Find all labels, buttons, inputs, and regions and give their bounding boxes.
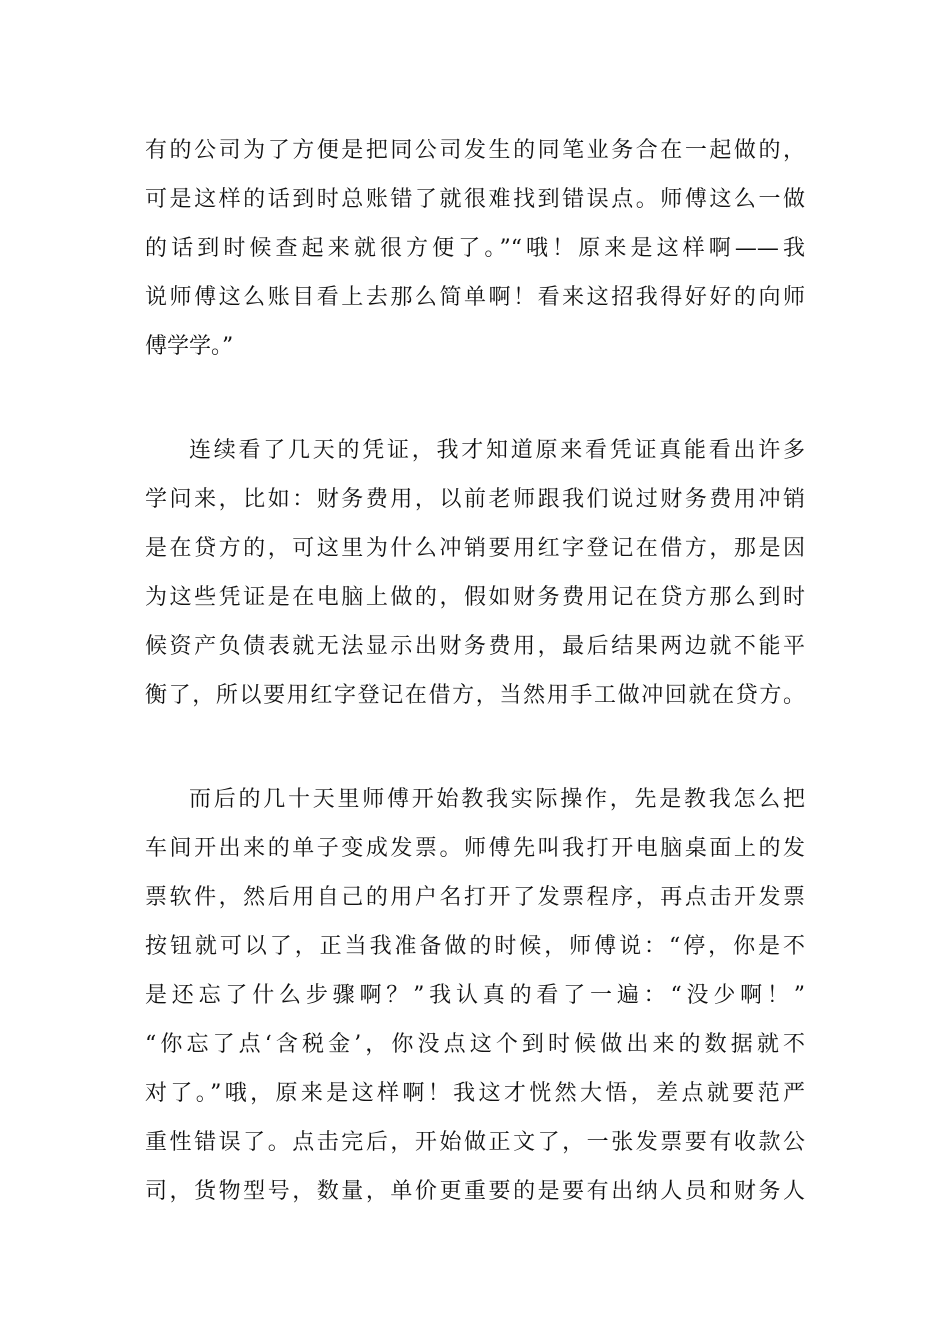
text-line: 傅学学。” [145,334,234,359]
text-line: 的话到时候查起来就很方便了。”“哦！原来是这样啊——我 [145,236,805,261]
text-line: 按钮就可以了，正当我准备做的时候，师傅说：“停，你是不 [145,934,805,959]
text-line: “你忘了点‘含税金’，你没点这个到时候做出来的数据就不 [145,1032,805,1057]
text-line: 车间开出来的单子变成发票。师傅先叫我打开电脑桌面上的发 [145,836,805,861]
text-line: 票软件，然后用自己的用户名打开了发票程序，再点击开发票 [145,885,805,910]
text-line: 是在贷方的，可这里为什么冲销要用红字登记在借方，那是因 [145,536,805,561]
text-line: 是还忘了什么步骤啊？”我认真的看了一遍：“没少啊！” [145,983,805,1008]
text-line: 衡了，所以要用红字登记在借方，当然用手工做冲回就在贷方。 [145,683,805,708]
text-line: 重性错误了。点击完后，开始做正文了，一张发票要有收款公 [145,1130,805,1155]
text-line: 可是这样的话到时总账错了就很难找到错误点。师傅这么一做 [145,187,805,212]
text-line: 司，货物型号，数量，单价更重要的是要有出纳人员和财务人 [145,1179,805,1204]
paragraph-2 [145,426,805,720]
text-line: 连续看了几天的凭证，我才知道原来看凭证真能看出许多 [189,438,805,463]
text-line: 候资产负债表就无法显示出财务费用，最后结果两边就不能平 [145,634,805,659]
text-line: 有的公司为了方便是把同公司发生的同笔业务合在一起做的， [145,138,805,163]
text-line: 而后的几十天里师傅开始教我实际操作，先是教我怎么把 [189,787,805,812]
text-line: 对了。”哦，原来是这样啊！我这才恍然大悟，差点就要范严 [145,1081,805,1106]
paragraph-3 [145,775,805,1216]
text-line: 学问来，比如：财务费用，以前老师跟我们说过财务费用冲销 [145,487,805,512]
text-line: 说师傅这么账目看上去那么简单啊！看来这招我得好好的向师 [145,285,805,310]
paragraph-1 [145,126,805,371]
text-line: 为这些凭证是在电脑上做的，假如财务费用记在贷方那么到时 [145,585,805,610]
